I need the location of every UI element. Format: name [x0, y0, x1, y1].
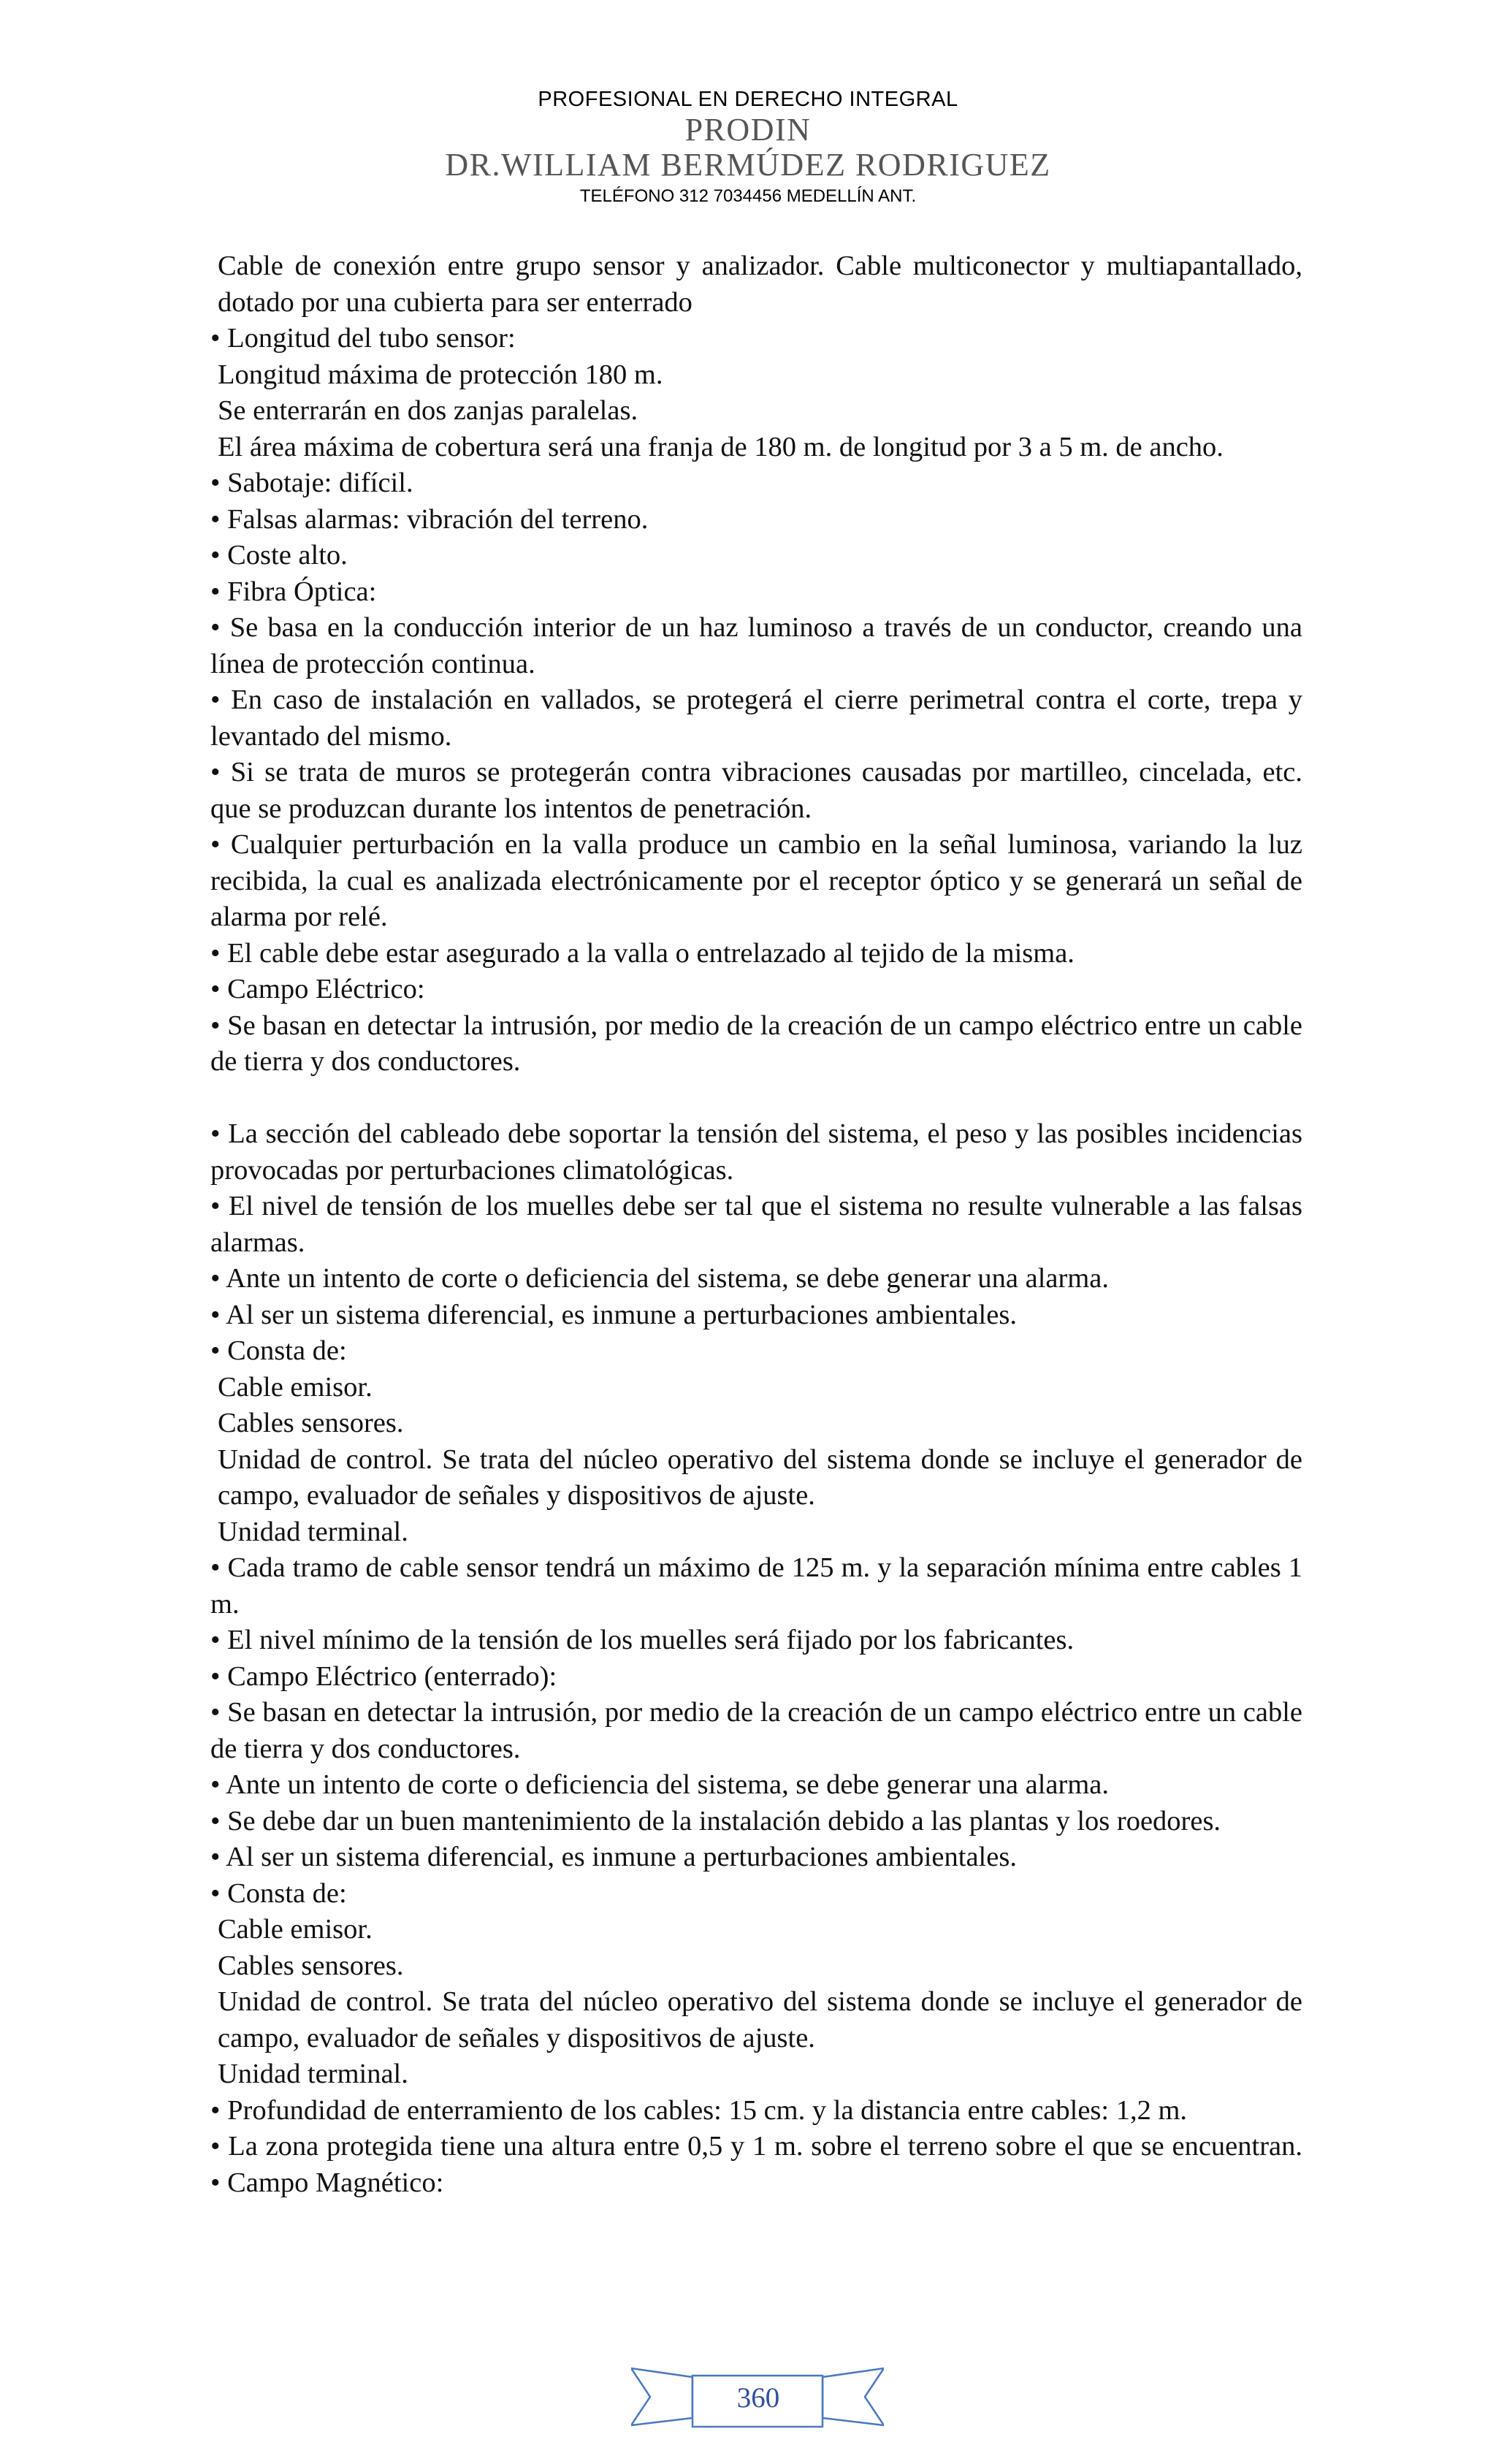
body-paragraph: • Si se trata de muros se protegerán contra vibraciones causadas por martilleo, cincelada, etc. que se produzcan durante los intentos de penetración. [210, 757, 1302, 824]
page-header [0, 86, 1496, 209]
header-doctor-name: DR.WILLIAM BERMÚDEZ RODRIGUEZ [445, 147, 1051, 183]
body-paragraph: • Falsas alarmas: vibración del terreno. [210, 503, 649, 535]
body-paragraph: • Ante un intento de corte o deficiencia del sistema, se debe generar una alarma. [210, 1769, 1109, 1800]
body-paragraph: • Coste alto. [210, 540, 348, 571]
body-paragraph: El área máxima de cobertura será una franja de 180 m. de longitud por 3 a 5 m. de ancho. [218, 431, 1224, 462]
body-paragraph: • Al ser un sistema diferencial, es inmune a perturbaciones ambientales. [210, 1299, 1017, 1330]
body-paragraph: • Al ser un sistema diferencial, es inmune a perturbaciones ambientales. [210, 1842, 1017, 1872]
body-paragraph: • Sabotaje: difícil. [210, 468, 413, 498]
page-number: 360 [736, 2382, 780, 2414]
body-paragraph [210, 1080, 1302, 1117]
body-paragraph: • La zona protegida tiene una altura entre 0,5 y 1 m. sobre el terreno sobre el que se encuentran. • Campo Magnético: [210, 2131, 1302, 2198]
body-paragraph: • El nivel de tensión de los muelles debe ser tal que el sistema no resulte vulnerable a las falsas alarmas. [210, 1191, 1302, 1258]
body-paragraph: Cable emisor. [218, 1371, 373, 1403]
body-paragraph: • Cada tramo de cable sensor tendrá un máximo de 125 m. y la separación mínima entre cables 1 m. [210, 1552, 1302, 1620]
header-brand: PRODIN [684, 112, 812, 148]
body-paragraph: Longitud máxima de protección 180 m. [218, 359, 663, 390]
body-paragraph: • Se basan en detectar la intrusión, por medio de la creación de un campo eléctrico entre un cable de tierra y dos conductores. [210, 1697, 1302, 1764]
body-paragraph: Cable emisor. [218, 1914, 373, 1945]
body-paragraph: • Fibra Óptica: [210, 576, 377, 607]
body-paragraph: • Longitud del tubo sensor: [210, 323, 516, 354]
body-paragraph: • La sección del cableado debe soportar la tensión del sistema, el peso y las posibles incidencias provocadas por perturbaciones climatológicas. [210, 1118, 1302, 1186]
body-paragraph: Unidad de control. Se trata del núcleo operativo del sistema donde se incluye el generador de campo, evaluador de señales y dispositivos de ajuste. [218, 1986, 1302, 2053]
body-paragraph: • Se basa en la conducción interior de un haz luminoso a través de un conductor, creando una línea de protección continua. [210, 612, 1302, 679]
body-paragraph: Unidad de control. Se trata del núcleo operativo del sistema donde se incluye el generador de campo, evaluador de señales y dispositivos de ajuste. [218, 1443, 1302, 1511]
body-paragraph: • Se debe dar un buen mantenimiento de la instalación debido a las plantas y los roedores. [210, 1805, 1221, 1836]
header-firm-name: PROFESIONAL EN DERECHO INTEGRAL [538, 88, 958, 111]
body-paragraph: • En caso de instalación en vallados, se protegerá el cierre perimetral contra el corte, trepa y levantado del mismo. [210, 684, 1302, 752]
body-paragraph: Unidad terminal. [218, 2059, 408, 2089]
body-paragraph: • Consta de: [210, 1335, 347, 1366]
body-paragraph: • Se basan en detectar la intrusión, por medio de la creación de un campo eléctrico entre un cable de tierra y dos conductores. [210, 1010, 1302, 1077]
body-paragraph: Cable de conexión entre grupo sensor y analizador. Cable multiconector y multiapantallado, dotado por una cubierta para ser enterrado [218, 251, 1302, 318]
body-paragraph: • Ante un intento de corte o deficiencia del sistema, se debe generar una alarma. [210, 1263, 1109, 1294]
body-paragraph: • Consta de: [210, 1877, 347, 1909]
body-paragraph: Unidad terminal. [218, 1516, 408, 1547]
body-paragraph: Cables sensores. [218, 1950, 404, 1981]
body-paragraph: • El cable debe estar asegurado a la valla o entrelazado al tejido de la misma. [210, 937, 1075, 969]
header-phone: TELÉFONO 312 7034456 MEDELLÍN ANT. [579, 186, 917, 206]
body-paragraph: Cables sensores. [218, 1408, 404, 1438]
body-paragraph: • Profundidad de enterramiento de los cables: 15 cm. y la distancia entre cables: 1,2 m. [210, 2094, 1188, 2126]
document-body [210, 248, 1302, 2201]
body-paragraph: • Cualquier perturbación en la valla produce un cambio en la señal luminosa, variando la luz recibida, la cual es analizada electrónicamente por el receptor óptico y se generará un señal de alarma por relé. [210, 829, 1302, 932]
body-paragraph: • El nivel mínimo de la tensión de los muelles será fijado por los fabricantes. [210, 1625, 1075, 1655]
body-paragraph: • Campo Eléctrico: [210, 974, 425, 1004]
body-paragraph: Se enterrarán en dos zanjas paralelas. [218, 395, 638, 426]
body-paragraph: • Campo Eléctrico (enterrado): [210, 1660, 557, 1692]
